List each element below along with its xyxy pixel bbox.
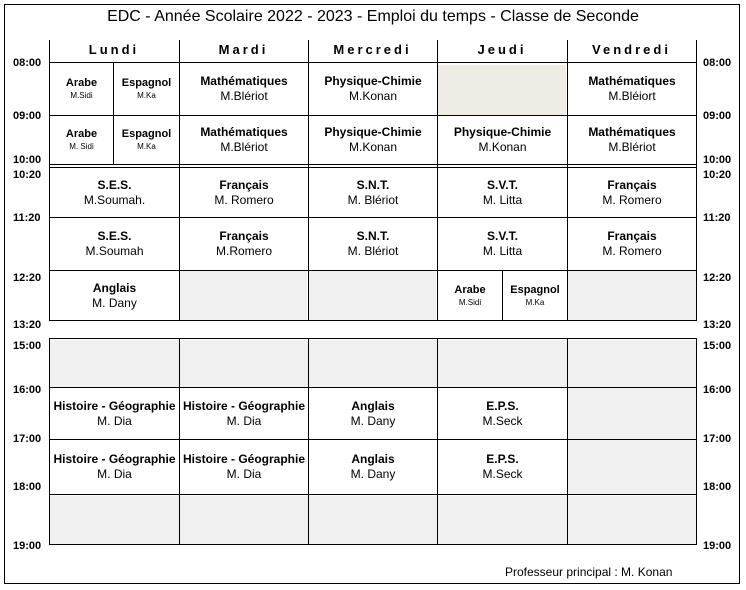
class-cell [309,218,437,270]
teacher: M.Sidi [458,297,482,307]
class-cell [50,63,113,115]
class-cell [180,440,308,494]
class-cell [438,168,567,217]
subject: E.P.S. [486,452,519,466]
time-label: 09:00 [703,110,732,122]
teacher: M. Romero [602,192,662,207]
time-label: 08:00 [13,57,42,69]
teacher: M.Soumah. [83,192,146,207]
subject: Physique-Chimie [324,125,422,139]
principal-teacher-note: Professeur principal : M. Konan [505,565,673,579]
subject: S.N.T. [356,229,390,243]
class-cell [114,63,179,115]
class-cell [309,116,437,164]
subject: Arabe [65,77,98,89]
time-label: 10:20 [13,169,42,181]
subject: Mathématiques [200,74,288,88]
class-cell [50,168,179,217]
day-header-mardi: Mardi [218,42,269,57]
time-label: 13:20 [703,319,732,331]
class-cell [50,116,113,164]
time-label: 09:00 [13,110,42,122]
time-label: 16:00 [13,384,42,396]
class-cell [309,440,437,494]
teacher: M.Seck [482,467,523,481]
class-cell [50,218,179,270]
page-title: EDC - Année Scolaire 2022 - 2023 - Emploi du temps - Classe de Seconde [107,8,639,25]
subject: Arabe [454,283,486,296]
teacher: M.Soumah [85,244,144,258]
subject: Français [219,229,269,243]
teacher: M. Romero [214,192,274,207]
teacher: M. Dia [97,413,132,428]
subject: Mathématiques [588,125,676,139]
teacher: M.Konan [348,140,398,154]
empty-row [50,340,696,387]
subject: Mathématiques [588,74,676,88]
class-cell [568,63,696,115]
day-header-jeudi: Jeudi [477,42,527,57]
teacher: M. Romero [602,244,662,258]
teacher: M. Blériot [347,244,399,258]
subject: Anglais [351,398,395,413]
class-cell [180,218,308,270]
class-cell [438,116,567,164]
teacher: M. Blériot [347,192,399,207]
teacher: M.Blériot [608,140,656,154]
subject: Anglais [92,280,137,295]
empty-row [50,496,696,544]
time-label: 08:00 [703,57,732,69]
class-cell [180,168,308,217]
teacher: M.Ka [137,91,156,100]
class-cell [309,63,437,115]
subject: S.E.S. [97,177,132,192]
subject: Mathématiques [200,125,288,139]
time-label: 17:00 [703,433,732,445]
class-cell [503,271,567,320]
subject: Histoire - Géographie [182,398,306,413]
subject: E.P.S. [486,398,519,413]
class-cell [114,116,179,164]
time-label: 16:00 [703,384,732,396]
teacher: M. Dany [92,295,137,310]
subject: Espagnol [510,283,560,296]
empty-cell [438,65,566,115]
teacher: M.Sidi [70,91,93,100]
time-label: 15:00 [703,340,732,352]
time-label: 18:00 [13,481,42,493]
day-header-vendredi: Vendredi [592,42,671,57]
teacher: M. Dany [350,467,396,481]
teacher: M.Blériot [220,140,268,154]
subject: S.V.T. [487,177,518,192]
subject: Français [219,177,269,192]
time-label: 19:00 [13,540,42,552]
teacher: M. Litta [482,244,523,258]
empty-cell [568,388,696,494]
subject: S.V.T. [487,229,518,243]
class-cell [568,168,696,217]
teacher: M. Dia [226,413,262,428]
time-label: 11:20 [13,212,41,224]
subject: Physique-Chimie [324,74,422,88]
class-cell [50,388,179,439]
time-label: 13:20 [13,319,42,331]
day-header-lundi: Lundi [88,42,140,57]
empty-cell [568,271,696,320]
teacher: M.Konan [348,89,398,103]
class-cell [568,218,696,270]
subject: Espagnol [121,77,172,89]
subject: Anglais [351,452,395,466]
subject: S.E.S. [97,229,132,243]
teacher: M.Seck [482,413,523,428]
teacher: M. Dany [350,413,396,428]
class-cell [438,218,567,270]
class-cell [438,388,567,439]
time-label: 15:00 [13,340,42,352]
teacher: M.Ka [137,142,156,151]
day-header-mercredi: Mercredi [333,42,412,57]
time-label: 19:00 [703,540,732,552]
subject: S.N.T. [356,177,390,192]
teacher: M. Litta [482,192,523,207]
time-label: 10:00 [703,154,732,166]
subject: Histoire - Géographie [182,452,306,466]
time-label: 10:20 [703,169,732,181]
empty-cell [309,271,436,320]
class-cell [50,440,179,494]
time-label: 11:20 [703,212,731,224]
subject: Espagnol [121,128,172,140]
class-cell [309,388,437,439]
empty-cell [180,271,307,320]
time-label: 18:00 [703,481,732,493]
time-label: 10:00 [13,154,42,166]
subject: Histoire - Géographie [53,398,176,413]
subject: Français [607,229,657,243]
teacher: M.Ka [525,297,545,307]
teacher: M.Bléiort [608,89,656,103]
subject: Arabe [65,128,98,140]
class-cell [568,116,696,164]
teacher: M.Konan [478,140,527,154]
subject: Français [607,177,657,192]
class-cell [50,271,179,320]
class-cell [180,388,308,439]
time-label: 12:20 [703,272,732,284]
teacher: M.Romero [215,244,272,258]
time-label: 17:00 [13,433,42,445]
class-cell [180,63,308,115]
class-cell [438,271,502,320]
teacher: M. Dia [226,467,262,481]
time-label: 12:20 [13,272,42,284]
class-cell [180,116,308,164]
teacher: M.Blériot [220,89,268,103]
teacher: M. Sidi [69,142,94,151]
subject: Histoire - Géographie [53,452,176,466]
subject: Physique-Chimie [453,125,552,139]
teacher: M. Dia [97,467,132,481]
class-cell [309,168,437,217]
class-cell [438,440,567,494]
